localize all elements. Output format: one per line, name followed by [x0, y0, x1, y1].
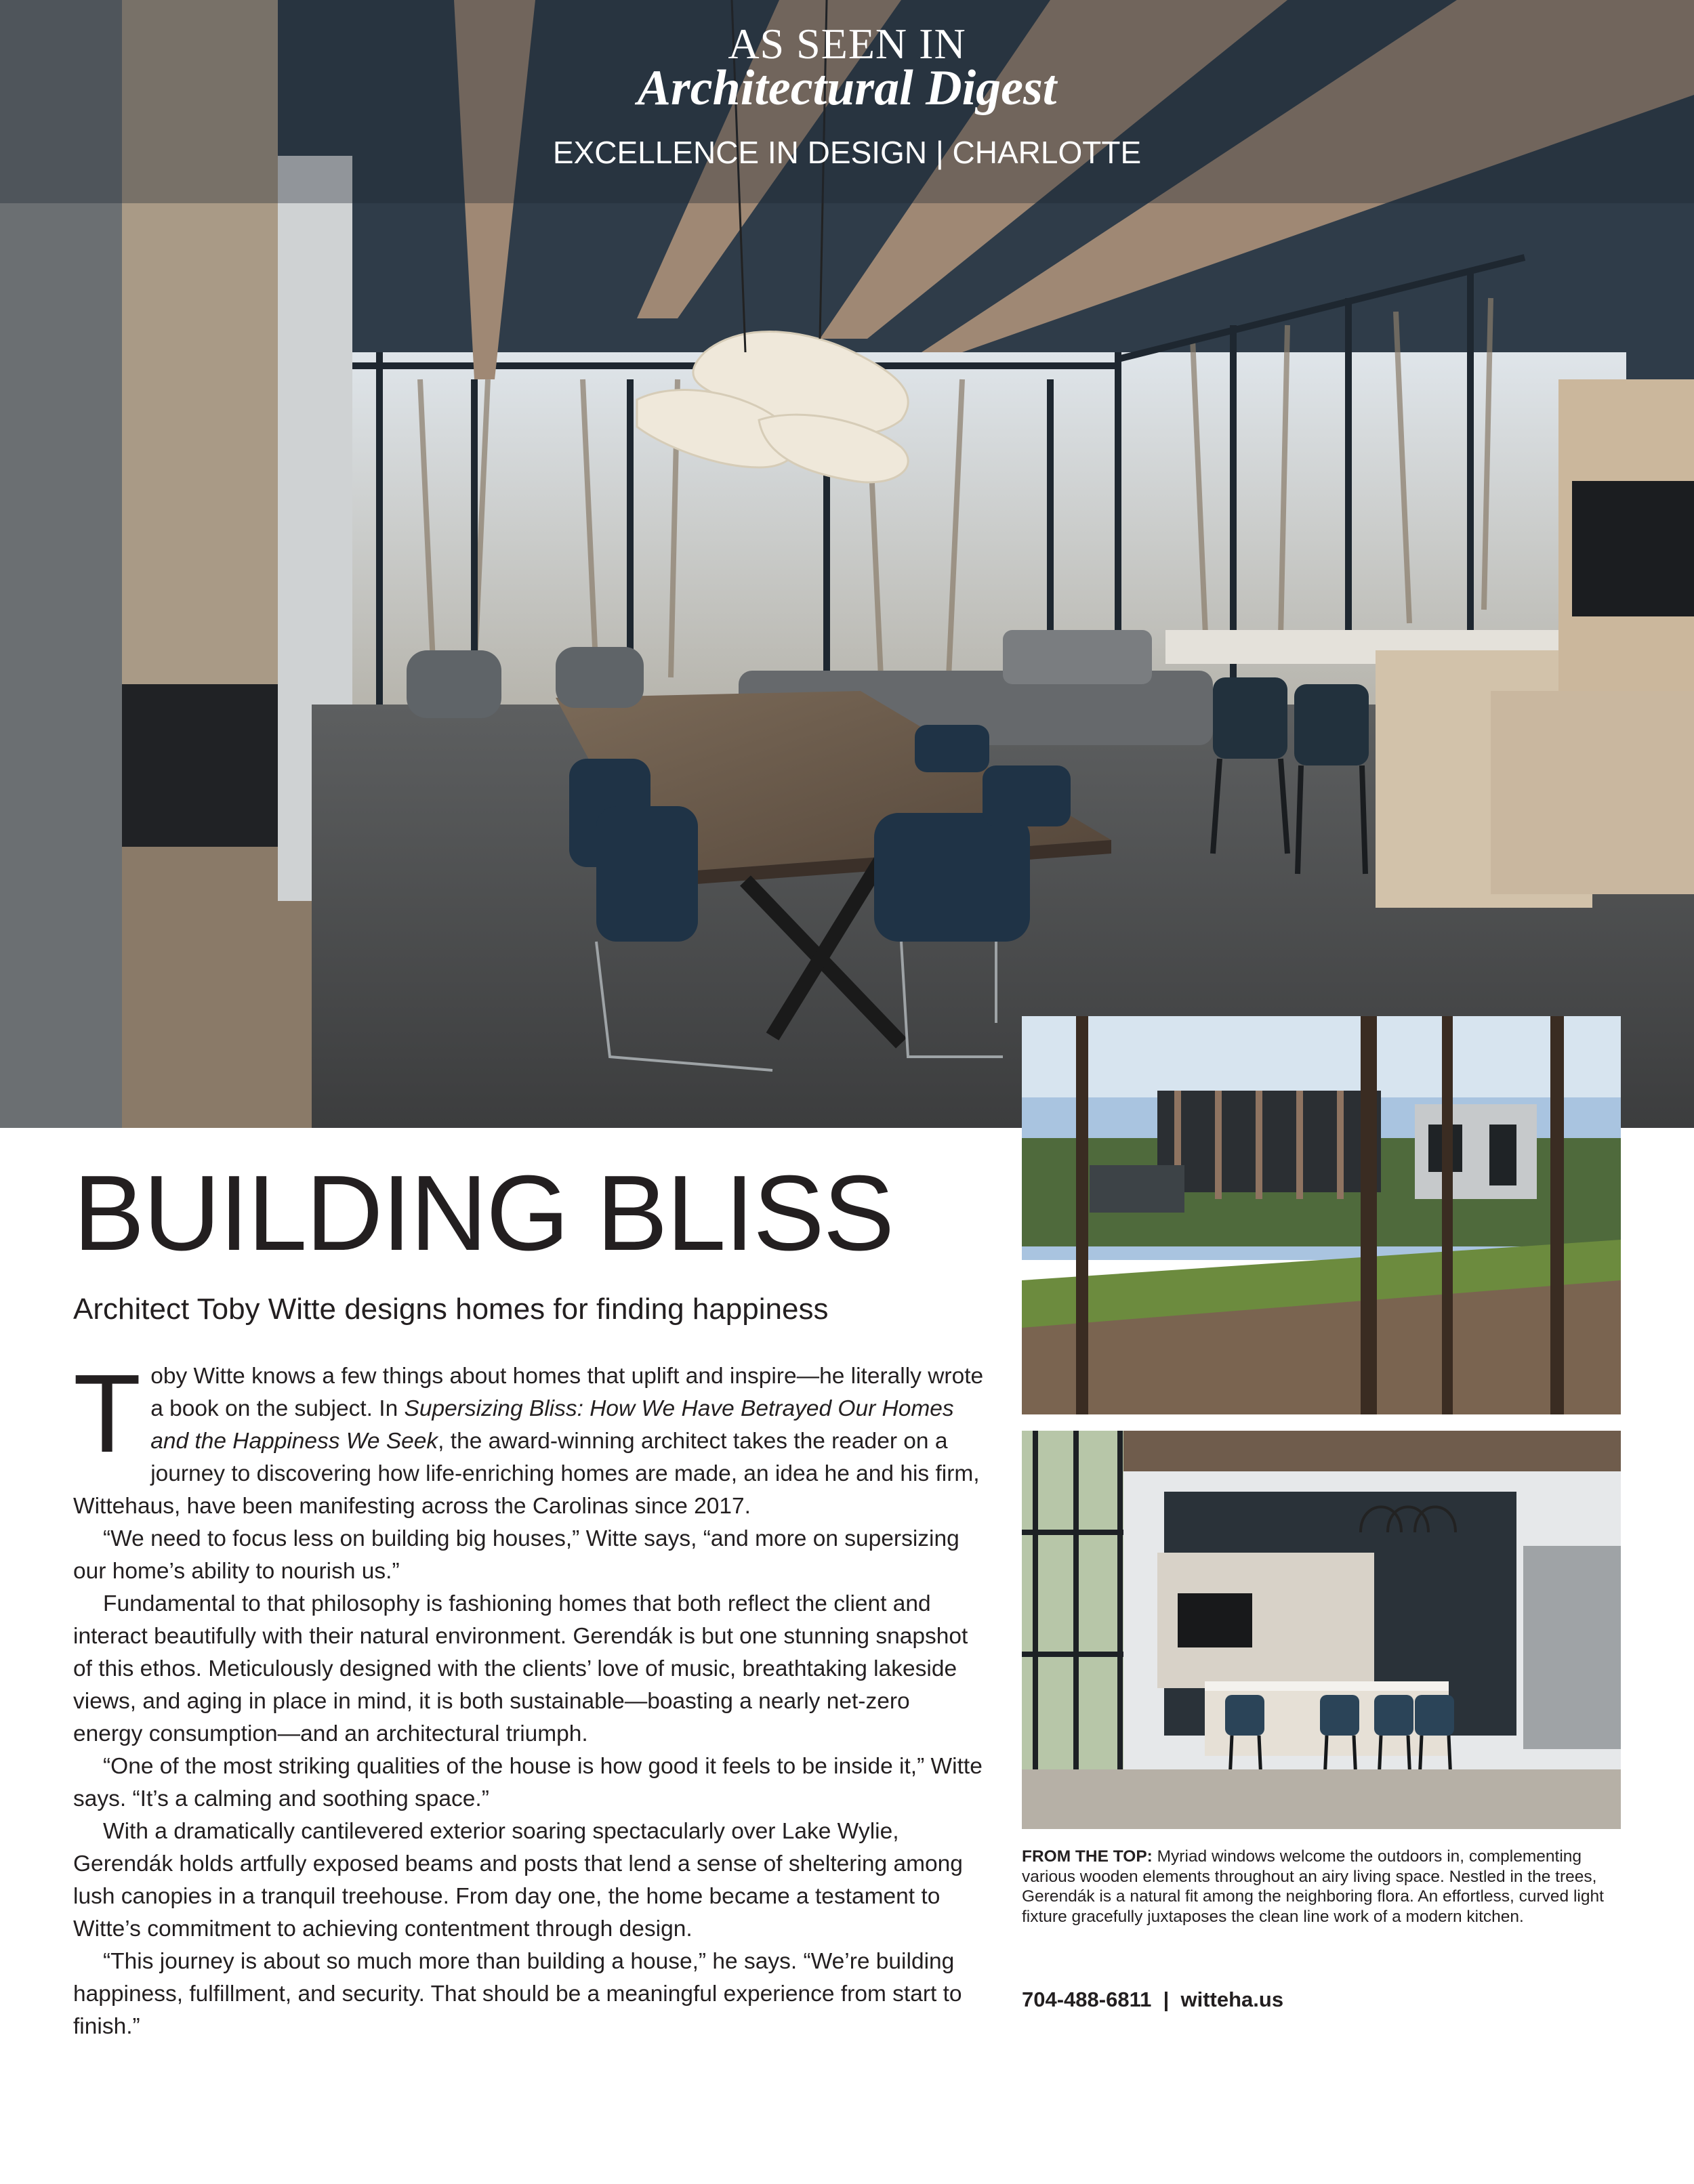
body-paragraph-4: “One of the most striking qualities of the house is how good it feels to be inside it,” Witte says. “It’s a calming and soothing space.” — [73, 1754, 983, 1811]
masthead-kicker: AS SEEN IN — [728, 20, 966, 68]
exterior-photo-illustration — [1022, 1016, 1621, 1414]
contact-separator: | — [1163, 1988, 1170, 2011]
body-paragraph-5: With a dramatically cantilevered exterior soaring spectacularly over Lake Wylie, Gerendák holds artfully exposed beams and posts that lend a sense of sheltering among lush canopies in a tranquil treehouse. From day one, the home became a testament to Witte’s commitment to achieving contentment through design. — [73, 1819, 963, 1941]
photo-caption — [1022, 1847, 1625, 1927]
contact-website-link[interactable]: witteha.us — [1180, 1988, 1284, 2011]
p1-text-b: , the award-winning architect takes the reader on a journey to discovering how life-enriching homes are made, an idea he and his firm, Wittehaus, have been manifesting across the Carolinas since 2017. — [73, 1429, 980, 1519]
book-title: Supersizing Bliss: How We Have Betrayed Our Homes and the Happiness We Seek — [150, 1396, 954, 1454]
body-paragraph-2: “We need to focus less on building big houses,” Witte says, “and more on supersizing our home’s ability to nourish us.” — [73, 1526, 959, 1584]
masthead-magazine-name: Architectural Digest — [637, 60, 1057, 116]
contact-line — [1022, 1988, 1283, 2012]
contact-phone: 704-488-6811 — [1022, 1988, 1152, 2011]
body-paragraph-1 — [73, 1351, 985, 1523]
article-deck: Architect Toby Witte designs homes for finding happiness — [73, 1293, 829, 1326]
caption-text: Myriad windows welcome the outdoors in, complementing various wooden elements throughout an airy living space. Nestled in the trees, Gerendák is a natural fit among the neighboring flora. An effortless, curved light fixture gracefully juxtaposes the clean line work of a modern kitchen. — [1022, 1847, 1604, 1926]
caption-lead: FROM THE TOP: — [1022, 1847, 1153, 1866]
photo-exterior-house — [1022, 1016, 1621, 1414]
p1-text-a: oby Witte knows a few things about homes that uplift and inspire—he literally wrote a book on the subject. In — [150, 1364, 984, 1421]
kitchen-photo-illustration — [1022, 1431, 1621, 1829]
article-body — [73, 1351, 985, 2043]
drop-cap: T — [73, 1351, 142, 1475]
body-paragraph-3: Fundamental to that philosophy is fashioning homes that both reflect the client and interact beautifully with their natural environment. Gerendák is but one stunning snapshot of this ethos. Meticulously designed with the clients’ love of music, breathtaking lakeside views, and aging in place in mind, it is both sustainable—boasting a nearly net-zero energy consumption—and an architectural triumph. — [73, 1591, 968, 1746]
masthead-section: EXCELLENCE IN DESIGN | CHARLOTTE — [552, 135, 1142, 170]
body-paragraph-6: “This journey is about so much more than building a house,” he says. “We’re building happiness, fulfillment, and security. That should be a meaningful experience from start to finish.” — [73, 1949, 962, 2039]
article-headline: BUILDING BLISS — [73, 1154, 894, 1273]
photo-modern-kitchen — [1022, 1431, 1621, 1829]
